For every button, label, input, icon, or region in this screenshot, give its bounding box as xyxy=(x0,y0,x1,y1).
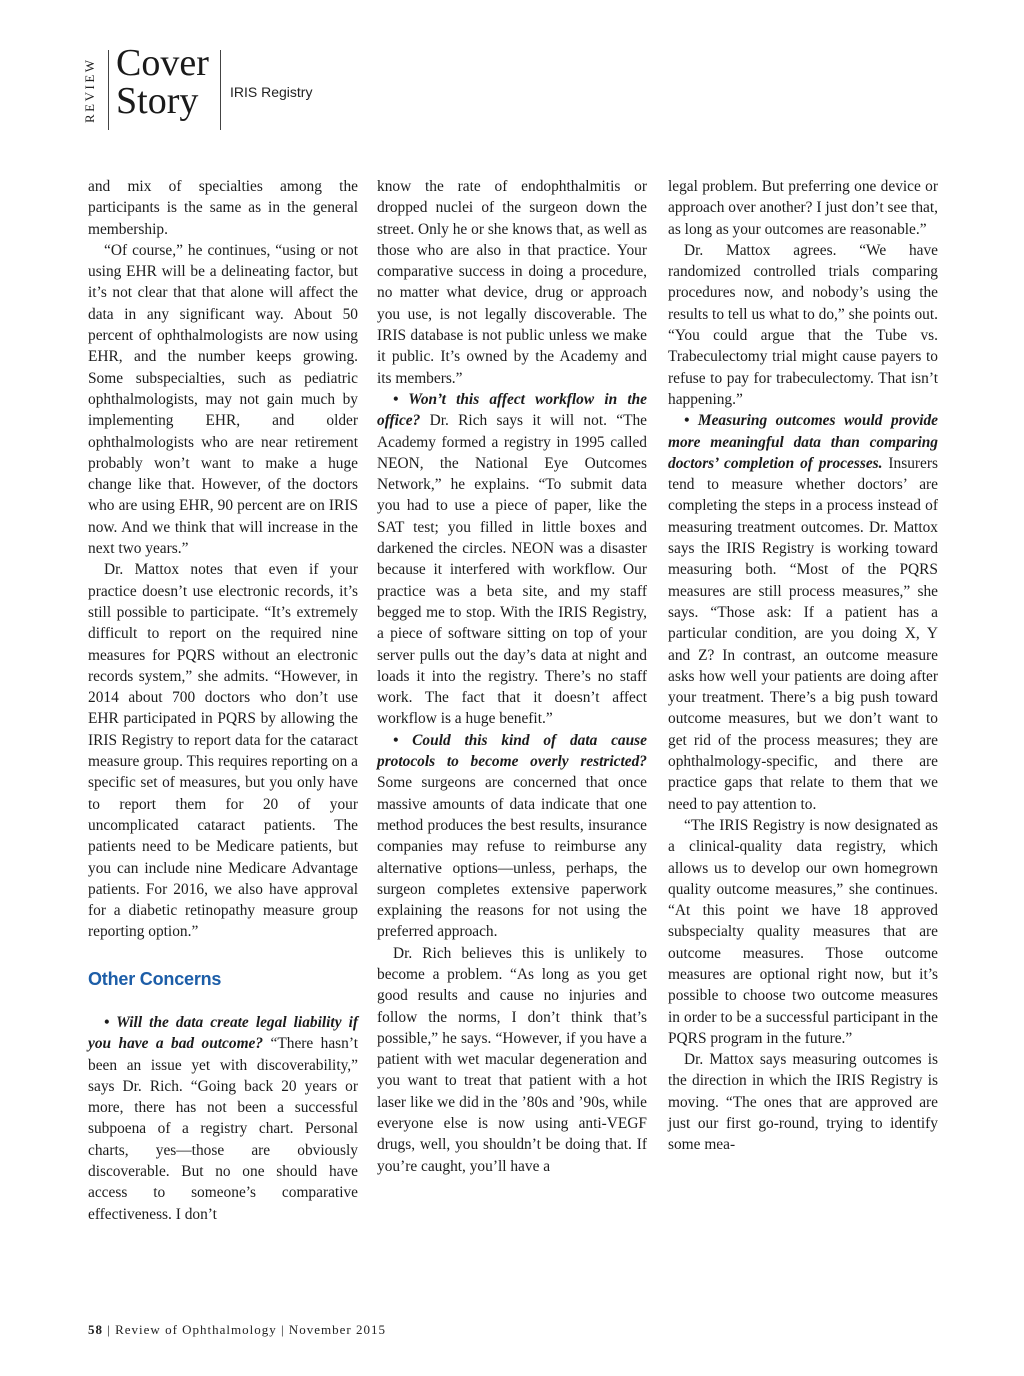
section-title xyxy=(116,44,226,120)
paragraph: “The IRIS Registry is now designated as a clinical-quality data registry, which allows us to develop our own homegrown quality outcome measures,” she continues. “At this point we have 18 approved subspecialty quality measures that are outcome measures. Those outcome measures are optional right now, but it’s possible to choose two outcome measures in order to be a successful participant in the PQRS program in the future.” xyxy=(668,816,938,1047)
paragraph: know the rate of endophthalmitis or dropped nuclei of the surgeon down the street. Only he or she knows that, as well as those who are also in that practice. Your comparative success in doing a procedure, no matter what device, drug or approach you use, is not legally discoverable. The IRIS database is not public unless we make it public. It’s owned by the Academy and its members.” xyxy=(377,178,647,387)
section-label: IRIS Registry xyxy=(230,84,313,100)
paragraph: Dr. Mattox notes that even if your practice doesn’t use electronic records, it’s still possible to participate. “It’s extremely difficult to report on the required nine measures for PQRS without an electronic records system,” she admits. “However, in 2014 about 700 doctors who don’t use EHR participated in PQRS by allowing the IRIS Registry to report data for the cataract measure group. This requires reporting on a specific set of measures, but you only have to report them for 20 of your uncomplicated cataract patients. The patients need to be Medicare patients, but you can include nine Medicare Advantage patients. For 2016, we also have approval for a diabetic retinopathy measure group reporting option.” xyxy=(88,561,358,941)
paragraph: Dr. Rich believes this is unlikely to become a problem. “As long as you get good results and cause no injuries and follow the norms, I don’t think that’s possible,” he says. “However, if you have a patient with wet macular degeneration and you want to treat that patient with a hot laser like we did in the ’80s and ’90s, while everyone else is now using anti-VEGF drugs, well, you shouldn’t be doing that. If you’re caught, you’ll have a xyxy=(377,944,647,1175)
paragraph: and mix of specialties among the participants is the same as in the general membership. xyxy=(88,178,358,238)
paragraph xyxy=(668,410,938,815)
column-1 xyxy=(88,176,358,1225)
paragraph-text: Insurers tend to measure whether doctors’ are completing the steps in a process instead of measuring treatment outcomes. Dr. Mattox says the IRIS Registry is working toward measuring both. “Most of the PQRS measures are still process measures,” she says. “Those ask: If a patient has a particular condition, are you doing X, Y and Z? In contrast, an outcome measure asks how well your patients are doing after your treatment. There’s a big push toward outcome measures, but we don’t want to get rid of the process measures; they are ophthalmology-specific, and there are practice gaps that relate to them that we need to pay attention to. xyxy=(668,454,938,813)
paragraph: Dr. Mattox says measuring outcomes is the direction in which the IRIS Registry is moving. “The ones that are approved are just our first go-round, trying to identify some mea- xyxy=(668,1051,938,1154)
column-2 xyxy=(377,176,647,1177)
paragraph xyxy=(377,389,647,730)
question-lead: • Measuring outcomes would provide more meaningful data than comparing doctors’ completion of processes. xyxy=(668,412,938,472)
question-lead: • Will the data create legal liability if you have a bad outcome? xyxy=(88,1013,358,1053)
publication-name: Review of Ophthalmology xyxy=(115,1322,277,1337)
subheading: Other Concerns xyxy=(88,968,222,989)
header-divider xyxy=(108,50,109,130)
header-divider-2 xyxy=(220,50,221,130)
footer-separator: | xyxy=(107,1322,111,1337)
column-3 xyxy=(668,176,938,1156)
paragraph: “Of course,” he continues, “using or not using EHR will be a delineating factor, but it’s not clear that that alone will affect the data in any significant way. About 50 percent of ophthalmologists are now using EHR, and the number keeps growing. Some subspecialties, such as pediatric ophthalmologists, may not gain much by implementing EHR, and older ophthalmologists who are near retirement probably won’t want to make a huge change like that. However, of the doctors who are using EHR, 90 percent are on IRIS now. And we think that will increase in the next two years.” xyxy=(88,241,358,558)
section-title-line2: Story xyxy=(116,80,199,122)
paragraph: Dr. Mattox agrees. “We have randomized controlled trials comparing procedures now, and nobody’s using the results to tell us what to do,” she points out. “You could argue that the Tube vs. Trabeculectomy trial might cause payers to refuse to pay for trabeculectomy. That isn’t happening.” xyxy=(668,241,938,408)
question-lead: • Could this kind of data cause protocols to become overly restricted? xyxy=(377,731,647,771)
footer-separator: | xyxy=(281,1322,285,1337)
section-title-line1: Cover xyxy=(116,42,209,84)
review-label: REVIEW xyxy=(82,57,97,123)
paragraph xyxy=(88,1012,358,1225)
paragraph-text: Some surgeons are concerned that once massive amounts of data indicate that one method produces the best results, insurance companies may refuse to reimburse any alternative options—unless, perhaps, the surgeon completes extensive paperwork explaining the reasons for not using the preferred approach. xyxy=(377,774,647,941)
paragraph-text: Dr. Rich says it will not. “The Academy formed a registry in 1995 called NEON, the National Eye Outcomes Network,” he explains. “To submit data you had to use a piece of paper, like the SAT test; you filled in little boxes and darkened the circles. NEON was a disaster because it interfered with workflow. Our practice was a beta site, and my staff begged me to stop. With the IRIS Registry, a piece of software sitting on top of your server pulls out the day’s data at night and loads it into the registry. There’s no staff work. The fact that it doesn’t affect workflow is a huge benefit.” xyxy=(377,412,647,728)
paragraph xyxy=(377,730,647,943)
paragraph-text: “There hasn’t been an issue yet with discoverability,” says Dr. Rich. “Going back 20 years or more, there has not been a successful subpoena of a registry chart. Personal charts, yes—those are obviously discoverable. But no one should have access to someone’s comparative effectiveness. I don’t xyxy=(88,1035,358,1223)
page-number: 58 xyxy=(88,1322,103,1337)
question-lead: • Won’t this affect workflow in the office? xyxy=(377,390,647,430)
page-footer xyxy=(88,1322,386,1338)
issue-date: November 2015 xyxy=(288,1322,386,1337)
paragraph: legal problem. But preferring one device or approach over another? I just don’t see that, as long as your outcomes are reasonable.” xyxy=(668,178,938,238)
